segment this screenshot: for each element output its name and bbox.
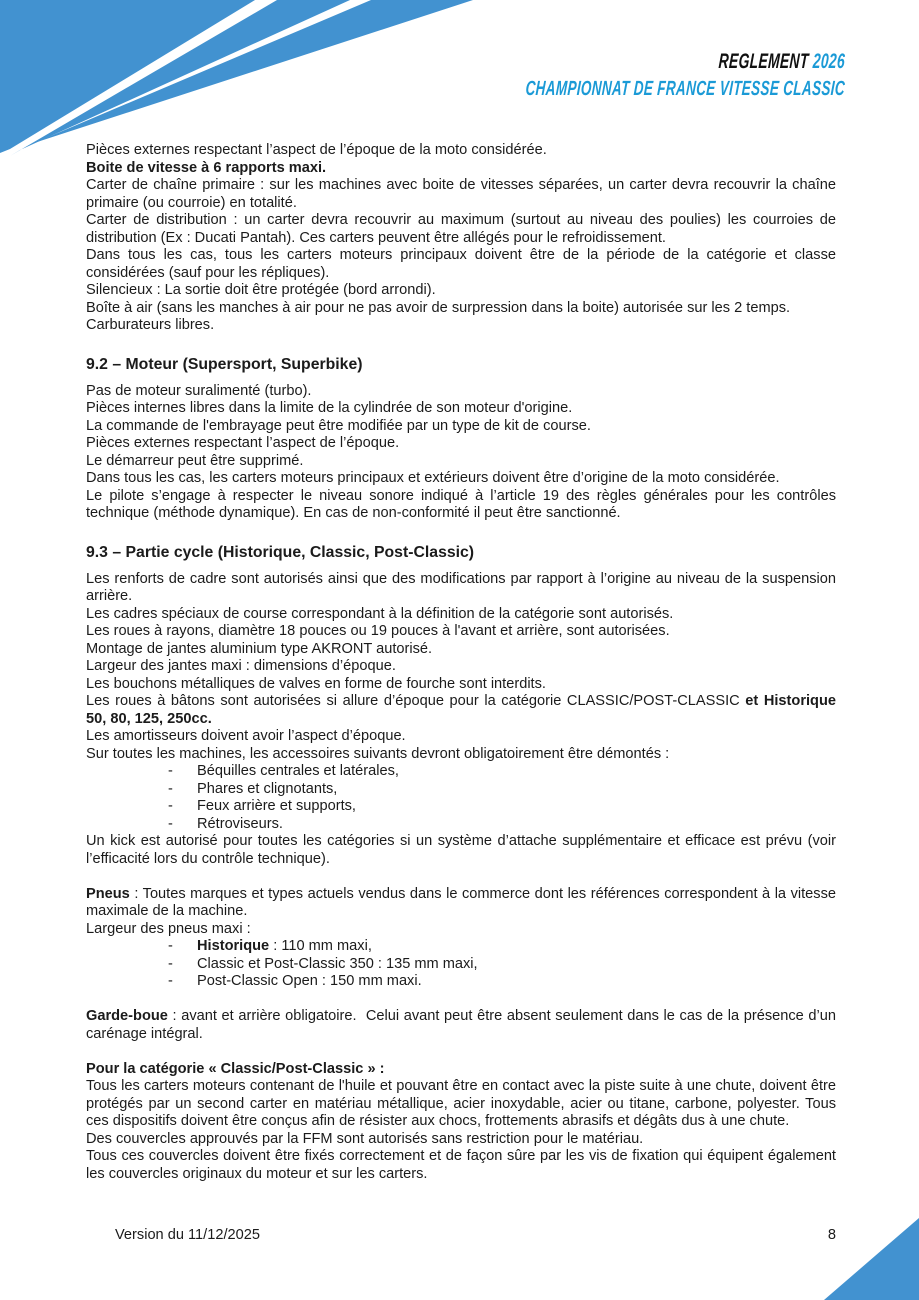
text: Béquilles centrales et latérales, bbox=[197, 763, 399, 779]
text: Boîte à air (sans les manches à air pour ne pas avoir de surpression dans la boite) autorisée sur les 2 temps. bbox=[86, 299, 791, 316]
list-item-text bbox=[197, 938, 836, 956]
text: Silencieux : La sortie doit être protégée (bord arrondi). bbox=[86, 282, 436, 298]
paragraph bbox=[86, 676, 836, 694]
text: Le démarreur peut être supprimé. bbox=[86, 452, 304, 469]
paragraph bbox=[86, 746, 836, 764]
paragraph bbox=[86, 488, 836, 523]
text: Phares et clignotants, bbox=[197, 780, 338, 797]
list-item bbox=[86, 798, 836, 816]
text: Les bouchons métalliques de valves en forme de fourche sont interdits. bbox=[86, 675, 546, 692]
footer-page-number: 8 bbox=[827, 1227, 836, 1243]
paragraph bbox=[86, 641, 836, 659]
title-year: 2026 bbox=[812, 50, 846, 73]
bold-text: Pour la catégorie « Classic/Post-Classic » : bbox=[86, 1060, 385, 1077]
text: Largeur des pneus maxi : bbox=[86, 920, 251, 937]
text: Carter de chaîne primaire : sur les machines avec boite de vitesses séparées, un carter devra recouvrir la chaîne primaire (ou courroie) en totalité. bbox=[86, 177, 836, 211]
blank-line bbox=[86, 868, 836, 886]
paragraph bbox=[86, 623, 836, 641]
dash-bullet: - bbox=[168, 798, 173, 814]
bold-text: Pneus bbox=[86, 885, 130, 902]
text: Tous les carters moteurs contenant de l'huile et pouvant être en contact avec la piste suite à une chute, doivent être protégés par un second carter en matériau métallique, acier inoxydable, acier ou titane, carbone, polyester. Tous ces dispositifs doivent être conçus afin de résister aux chocs, frottements abrasifs et dégâts dus à une chute. bbox=[86, 1078, 836, 1129]
list-item bbox=[86, 816, 836, 834]
text: Dans tous les cas, tous les carters moteurs principaux doivent être de la période de la catégorie et classe considérées (sauf pour les répliques). bbox=[86, 247, 836, 281]
paragraph bbox=[86, 921, 836, 939]
paragraph bbox=[86, 300, 836, 318]
paragraph bbox=[86, 212, 836, 247]
bold-text: Boite de vitesse à 6 rapports maxi. bbox=[86, 159, 327, 176]
list-item bbox=[86, 763, 836, 781]
paragraph bbox=[86, 282, 836, 300]
paragraph bbox=[86, 160, 836, 178]
dash-bullet: - bbox=[168, 763, 173, 779]
text: Les roues à rayons, diamètre 18 pouces ou 19 pouces à l'avant et arrière, sont autorisées. bbox=[86, 623, 670, 639]
text: Rétroviseurs. bbox=[197, 815, 283, 832]
footer-version: Version du 11/12/2025 bbox=[115, 1227, 260, 1243]
text: : 110 mm maxi, bbox=[269, 938, 372, 954]
paragraph bbox=[86, 142, 836, 160]
paragraph bbox=[86, 400, 836, 418]
paragraph bbox=[86, 418, 836, 436]
blank-line bbox=[86, 991, 836, 1009]
bold-text: et Historique 50, 80, 125, 250cc. bbox=[86, 693, 837, 727]
paragraph bbox=[86, 1008, 836, 1043]
document-body bbox=[86, 142, 836, 1183]
list-item bbox=[86, 973, 836, 991]
text: Un kick est autorisé pour toutes les catégories si un système d’attache supplémentaire et efficace est prévu (voir l’efficacité lors du contrôle technique). bbox=[86, 833, 836, 867]
paragraph bbox=[86, 1148, 836, 1183]
paragraph bbox=[86, 435, 836, 453]
paragraph bbox=[86, 317, 836, 335]
bold-text: Garde-boue bbox=[86, 1008, 168, 1024]
dash-bullet: - bbox=[168, 938, 173, 954]
list-item-text bbox=[197, 763, 836, 781]
text: Feux arrière et supports, bbox=[197, 798, 356, 814]
bullet-list bbox=[86, 763, 836, 833]
paragraph bbox=[86, 470, 836, 488]
section-heading: 9.2 – Moteur (Supersport, Superbike) bbox=[86, 355, 363, 373]
text: Le pilote s’engage à respecter le niveau sonore indiqué à l’article 19 des règles générales pour les contrôles technique (méthode dynamique). En cas de non-conformité il peut être sanctionné. bbox=[86, 487, 836, 521]
footer bbox=[115, 1227, 836, 1245]
paragraph bbox=[86, 571, 836, 606]
text: Les amortisseurs doivent avoir l’aspect d’époque. bbox=[86, 728, 406, 744]
document-subtitle: CHAMPIONNAT DE FRANCE VITESSE CLASSIC bbox=[524, 77, 846, 100]
text: Largeur des jantes maxi : dimensions d’époque. bbox=[86, 658, 396, 674]
paragraph bbox=[86, 606, 836, 624]
blank-line bbox=[86, 1043, 836, 1061]
paragraph bbox=[86, 886, 836, 921]
text: Les cadres spéciaux de course correspondant à la définition de la catégorie sont autorisés. bbox=[86, 605, 674, 622]
paragraph bbox=[86, 453, 836, 471]
text: La commande de l'embrayage peut être modifiée par un type de kit de course. bbox=[86, 417, 591, 434]
text: Post-Classic Open : 150 mm maxi. bbox=[197, 973, 422, 989]
list-item-text bbox=[197, 973, 836, 991]
list-item-text bbox=[197, 816, 836, 834]
text: Sur toutes les machines, les accessoires suivants devront obligatoirement être démontés : bbox=[86, 745, 670, 762]
document-title bbox=[525, 50, 846, 74]
dash-bullet: - bbox=[168, 973, 173, 989]
text: : avant et arrière obligatoire. Celui avant peut être absent seulement dans le cas de la présence d’un carénage intégral. bbox=[86, 1008, 836, 1042]
list-item bbox=[86, 956, 836, 974]
paragraph bbox=[86, 693, 836, 728]
dash-bullet: - bbox=[168, 780, 173, 797]
paragraph bbox=[86, 247, 836, 282]
paragraph bbox=[86, 833, 836, 868]
list-item bbox=[86, 938, 836, 956]
text: Dans tous les cas, les carters moteurs principaux et extérieurs doivent être d’origine de la moto considérée. bbox=[86, 470, 780, 486]
list-item-text bbox=[197, 781, 836, 799]
list-item bbox=[86, 781, 836, 799]
text: Pièces externes respectant l’aspect de l’époque. bbox=[86, 435, 400, 451]
list-item-text bbox=[197, 956, 836, 974]
text: Pièces externes respectant l’aspect de l’époque de la moto considérée. bbox=[86, 142, 547, 158]
list-item-text bbox=[197, 798, 836, 816]
bullet-list bbox=[86, 938, 836, 991]
title-regulation: REGLEMENT bbox=[718, 50, 810, 73]
paragraph bbox=[86, 177, 836, 212]
dash-bullet: - bbox=[168, 815, 173, 832]
paragraph bbox=[86, 1131, 836, 1149]
paragraph bbox=[86, 383, 836, 401]
paragraph bbox=[86, 728, 836, 746]
text: Montage de jantes aluminium type AKRONT autorisé. bbox=[86, 640, 433, 657]
text: : Toutes marques et types actuels vendus dans le commerce dont les références correspondent à la vitesse maximale de la machine. bbox=[86, 885, 836, 919]
section-heading: 9.3 – Partie cycle (Historique, Classic, Post-Classic) bbox=[86, 543, 475, 561]
header-titles bbox=[361, 50, 845, 101]
text: Les renforts de cadre sont autorisés ainsi que des modifications par rapport à l’origine au niveau de la suspension arrière. bbox=[86, 570, 836, 604]
corner-triangle-graphic bbox=[824, 1218, 919, 1300]
dash-bullet: - bbox=[168, 955, 173, 972]
text: Pièces internes libres dans la limite de la cylindrée de son moteur d'origine. bbox=[86, 400, 573, 416]
text: Des couvercles approuvés par la FFM sont autorisés sans restriction pour le matériau. bbox=[86, 1130, 644, 1147]
text: Classic et Post-Classic 350 : 135 mm maxi, bbox=[197, 955, 478, 972]
text: Les roues à bâtons sont autorisées si allure d’époque pour la catégorie CLASSIC/POST-CLASSIC bbox=[86, 693, 746, 709]
text: Tous ces couvercles doivent être fixés correctement et de façon sûre par les vis de fixation qui équipent également les couvercles originaux du moteur et sur les carters. bbox=[86, 1148, 836, 1182]
paragraph bbox=[86, 1078, 836, 1131]
bold-text: Historique bbox=[197, 938, 270, 954]
text: Carburateurs libres. bbox=[86, 317, 215, 333]
paragraph bbox=[86, 658, 836, 676]
text: Pas de moteur suralimenté (turbo). bbox=[86, 382, 312, 399]
paragraph bbox=[86, 1061, 836, 1079]
text: Carter de distribution : un carter devra recouvrir au maximum (surtout au niveau des poulies) les courroies de distribution (Ex : Ducati Pantah). Ces carters peuvent être allégés pour le refroidissement. bbox=[86, 212, 836, 246]
